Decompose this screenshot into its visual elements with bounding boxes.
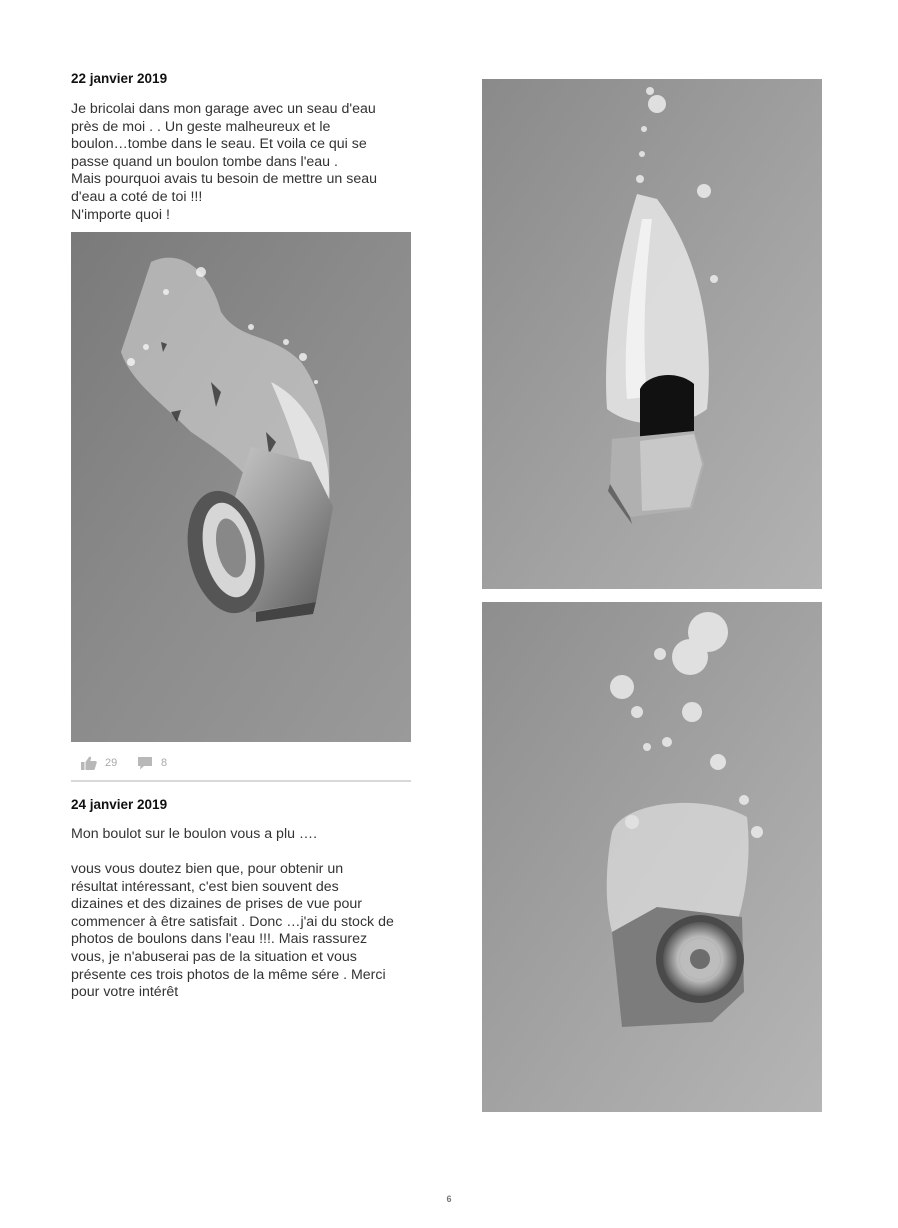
post-line: résultat intéressant, c'est bien souvent des xyxy=(71,878,339,895)
post-line: vous vous doutez bien que, pour obtenir un xyxy=(71,861,344,877)
post-line: présente ces trois photos de la même sére . Merci xyxy=(71,966,386,983)
post-line: photos de boulons dans l'eau !!!. Mais rassurez xyxy=(71,931,368,948)
post-body xyxy=(71,861,416,1002)
post-line: d'eau a coté de toi !!! xyxy=(71,188,203,205)
post-body xyxy=(71,101,416,224)
thumbs-up-icon xyxy=(81,756,97,770)
post-date: 24 janvier 2019 xyxy=(71,797,168,812)
post-line: vous, je n'abuserai pas de la situation et vous xyxy=(71,948,357,965)
post-line: dizaines et des dizaines de prises de vue pour xyxy=(71,896,363,913)
comment-count: 8 xyxy=(161,757,168,769)
photo-nut-bubbles[interactable] xyxy=(482,602,822,1112)
like-button[interactable] xyxy=(81,756,117,770)
photo-nut-falling[interactable] xyxy=(482,79,822,589)
post-line: boulon…tombe dans le seau. Et voila ce qui se xyxy=(71,136,367,153)
post-line: près de moi . . Un geste malheureux et le xyxy=(71,118,331,135)
like-count: 29 xyxy=(105,757,118,769)
post-line: Je bricolai dans mon garage avec un seau d'eau xyxy=(71,101,376,117)
post-stats xyxy=(71,752,411,782)
post-line: Mais pourquoi avais tu besoin de mettre un seau xyxy=(71,171,378,188)
post-date: 22 janvier 2019 xyxy=(71,71,168,86)
post-line: commencer à être satisfait . Donc …j'ai du stock de xyxy=(71,913,394,930)
photo-nut-splash[interactable] xyxy=(71,232,411,742)
page-number: 6 xyxy=(446,1194,452,1204)
post-line: N'importe quoi ! xyxy=(71,206,170,223)
post-intro: Mon boulot sur le boulon vous a plu …. xyxy=(71,826,318,842)
comment-button[interactable] xyxy=(137,756,167,770)
post-line: pour votre intérêt xyxy=(71,984,179,1001)
post-line: passe quand un boulon tombe dans l'eau . xyxy=(71,153,338,170)
speech-bubble-icon xyxy=(137,756,153,770)
